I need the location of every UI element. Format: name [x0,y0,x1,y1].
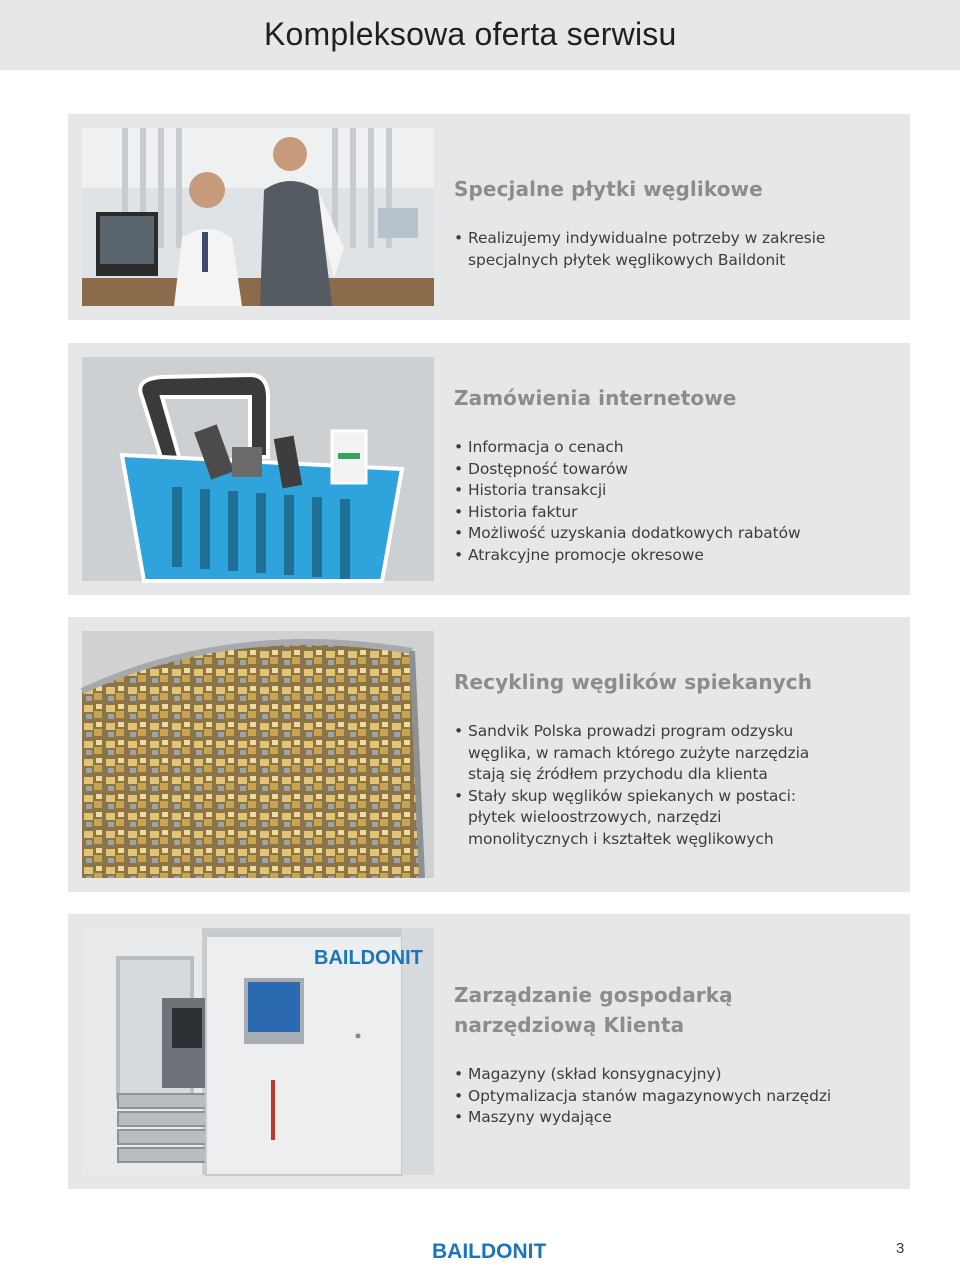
vending-machine-photo [82,928,434,1175]
section-title: Specjalne płytki węglikowe [454,177,763,201]
section-text [454,174,890,271]
list-item: • Realizujemy indywidualne potrzeby w zakresie specjalnych płytek węglikowych Baildonit [454,228,890,271]
list-item: • Historia transakcji [454,480,890,502]
list-item: • Sandvik Polska prowadzi program odzysku węglika, w ramach którego zużyte narzędzia stają się źródłem przychodu dla klienta [454,721,844,786]
baildonit-logo [432,1234,547,1264]
carbide-inserts-photo [82,631,434,878]
list-item: • Magazyny (skład konsygnacyjny) [454,1064,890,1086]
list-item: • Stały skup węglików spiekanych w postaci: płytek wieloostrzowych, narzędzi monolitycznych i kształtek węglikowych [454,786,844,851]
bullet-list [454,1064,890,1129]
section-title: Zamówienia internetowe [454,386,737,410]
shopping-basket-photo [82,357,434,581]
section-text [454,667,890,850]
list-item: • Optymalizacja stanów magazynowych narzędzi [454,1086,890,1108]
bullet-list [454,437,890,566]
section-tool-management [68,914,910,1189]
list-item: • Dostępność towarów [454,459,890,481]
list-item: • Historia faktur [454,502,890,524]
bullet-list [454,228,890,271]
list-item: • Informacja o cenach [454,437,890,459]
section-text [454,383,890,566]
machine-brand-text: BAILDONIT [314,947,423,969]
page-header [0,0,960,70]
list-item: • Możliwość uzyskania dodatkowych rabatów [454,523,890,545]
section-recycling [68,617,910,892]
bullet-list [454,721,844,850]
section-online-orders [68,343,910,595]
section-text [454,980,890,1129]
office-photo [82,128,434,306]
section-special-inserts [68,114,910,320]
page-title: Kompleksowa oferta serwisu [264,16,677,52]
list-item: • Maszyny wydające [454,1107,890,1129]
logo-text: BAILDONIT [432,1240,547,1263]
list-item: • Atrakcyjne promocje okresowe [454,545,890,567]
section-title: Recykling węglików spiekanych [454,670,813,694]
page-number: 3 [896,1240,905,1257]
section-title: Zarządzanie gospodarką narzędziową Klienta [454,983,733,1037]
